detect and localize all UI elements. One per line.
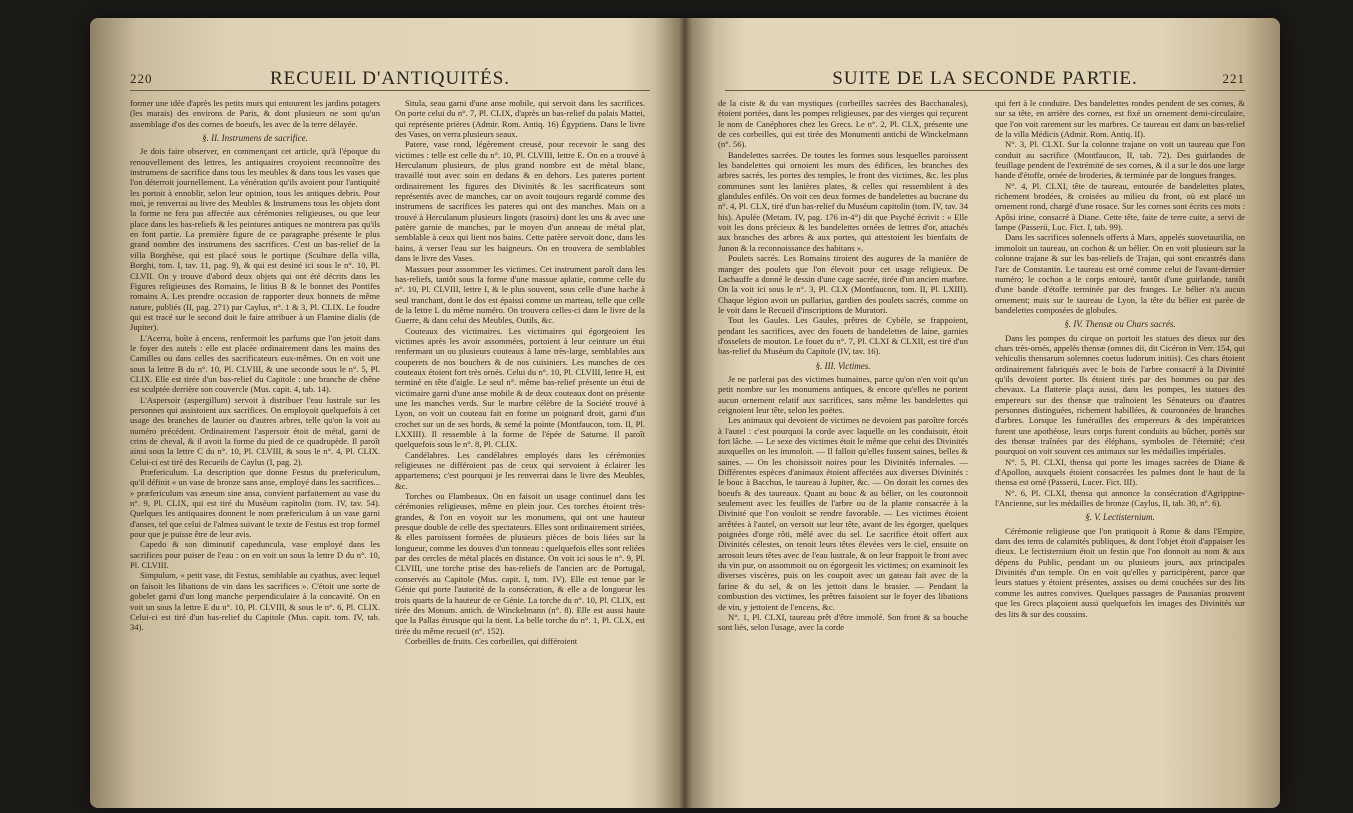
paragraph: N°. 4, Pl. CLXI, tête de taureau, entourée de bandelettes plates, richement brodées, & croisées au milieu du front, où est placé un ornement rond, chargé d'une rosace. Sur les cornes sont écrits ces mots : Apôsi irine, consacré à Diane. Cette tête, faite de terre cuite, a servi de lampe (Passerii, Luc. Fict. I, tab. 99).: [995, 180, 1245, 233]
paragraph: de la ciste & du van mystiques (corbeilles sacrées des Bacchanales), étoient portées, dans les pompes religieuses, par des vierges qui reçurent le nom de Canéphores chez les Grecs. Le n°. 2, Pl. CLX, présente une de ces corbeilles, qui est tirée des Monumenti antichi de Winckelmann (n°. 56).: [718, 98, 968, 150]
paragraph: N°. 3, Pl. CLXI. Sur la colonne trajane on voit un taureau que l'on conduit au sacrifice (Montfaucon, II, tab. 72). Des guirlandes de feuillage pendent de l'extrémité de ses cornes, & il a sur le dos une large bande d'étoffe, ornée de broderies, & terminée par de longues franges.: [995, 139, 1245, 181]
right-page-number: 221: [1222, 71, 1245, 86]
paragraph: Massues pour assommer les victimes. Cet instrument paroît dans les bas-reliefs, tantôt sous la forme d'une massue aplatie, comme celle du n°. 10, Pl. CLVIII, lettre I, & le plus souvent, sous celle d'une hache à seul tranchant, dont le dos est épaissi comme un marteau, telle que celle de la lettre L du même numéro. On trouvera celles-ci dans le livre de la Guerre, & dans celui des Meubles, Outils, &c.: [395, 263, 645, 326]
left-page-title: RECUEIL D'ANTIQUITÉS.: [269, 68, 511, 89]
section-heading: §. V. Lectisternium.: [1085, 512, 1155, 523]
paragraph: N°. 5, Pl. CLXI, thensa qui porte les images sacrées de Diane & d'Apollon, auxquels étoient consacrées les palmes dont le haut de la thensa est orné (Passerii, Lucer. Fict. III).: [995, 456, 1245, 488]
paragraph: former une idée d'après les petits murs qui entourent les jardins potagers (les marais) des environs de Paris, & dont plusieurs ne sont qu'un assemblage d'os des cornes de boeufs, les avec de la terre délayée.: [130, 98, 380, 129]
paragraph: Corbeilles de fruits. Ces corbeilles, qui différoient: [405, 635, 578, 646]
open-book: [90, 18, 1280, 808]
right-column-1: [718, 98, 968, 633]
paragraph: Dans les pompes du cirque on portoit les statues des dieux sur des chars très-ornés, appelés thensæ (omnes dii, dit Cicéron in Verr. 154, qui vehiculis thensarum solemnes coetus ludorum initiis). Ces chars étoient ordinairement fabriqués avec le bois de l'arbre consacré à la Divinité qu'ils devoient porter. Ils étoient tirés par des hommes ou par des chevaux. La flatterie plaça aussi, dans les pompes, les statues des empereurs sur des thensæ que traînoient les Sénateurs ou d'autres personnes distinguées, richement habillées, & couronnées de branches d'arbres. Lorsque les funérailles des empereurs & des impératrices furent une apothéose, leurs corps furent conduits au bûcher, portés sur des thensæ traînées par des éléphans, symboles de l'éternité; c'est pourquoi on voit souvent ces animaux sur les médailles impériales.: [995, 332, 1245, 457]
right-column-2: [995, 98, 1245, 619]
paragraph: Couteaux des victimaires. Les victimaires qui égorgeoient les victimes après les avoir assommées, portoient à leur ceinture un étui renfermant un ou plusieurs couteaux à lame très-large, semblables aux couperets de nos bouchers & de nos cuisiniers. Les manches de ces couteaux étoient fort très ornés. Celui du n°. 10, Pl. CLVIII, lettre H, est terminé en tête d'aigle. Le seul n°. même bas-relief présente un étui de victimaire garni d'une anse mobile & de deux couteaux dont on présente une les manches verds. Sur le marbre célèbre de la Société trouvé à Lyon, on voit un couteau fait en forme un poignard droit, garni d'un crochet sur un de ses bords, & semé la pointe (Montfaucon, tom. II, Pl. LXXIII). Il ressemble à la forme de l'épée de Saturne. Il paroît quelquefois sous le n°. 8, Pl. CLIX.: [395, 325, 645, 450]
left-column-2: [395, 98, 645, 646]
paragraph: Je dois faire observer, en commençant cet article, qu'à l'époque du renouvellement des lettres, les antiquaires croyoient reconnoître des instrumens de sacrifice dans tous les meubles & dans tous les vases que l'on déterroit journellement. La vénération qu'ils avoient pour l'antiquité les portoit à ennoblir, selon leur opinion, tous les antiques debris. Pour moi, je renverrai au livre des Meubles & Instrumens tous les objets dont la forme ne fera pas affectée aux cérémonies religieuses, ou que leur place dans les bas-reliefs & les peintures antiques ne montrera pas qu'ils en font partie. La première figure de ce paragraphe présente le plus grand nombre des instrumens des sacrifices. C'est un bas-relief de la villa Borghèse, qui est placé sous le portique (Sculture della villa, Borghi, tom. I, tav. 11, pag. 9), & qui est desiné ici sous le n°. 10, Pl. CLVII. On y trouve d'abord deux objets qui ont été décrits dans les Figures religieuses des Romains, le litius B & le bonnet des Pontifes romains A. Les prendre occasion de rapporter deux bonnets de même nature, publiés (II, pag. 271) par Caylus, n°. 1 & 3, Pl. CLIX. Le foudre qui est tracé sur le second doit le faire attribuer à un Flamine dialis (de Jupiter).: [130, 146, 380, 333]
left-column-1: [130, 98, 380, 633]
paragraph: Je ne parlerai pas des victimes humaines, parce qu'on n'en voit qu'un petit nombre sur les monumens antiques, & encore qu'elles ne portent aucun ornement relatif aux sacrifices, sans même les bandelettes qui ceignoient leur tête, selon les poëtes.: [718, 373, 968, 415]
paragraph: Bandelettes sacrées. De toutes les formes sous lesquelles paroissent les bandelettes qui ornoient les murs des édifices, les branches des arbres sacrés, les portes des temples, le front des victimes, &c. les plus communes sont les lanières plates, & celles qui ressemblent à des glandules enfilés. On voit ces deux formes de bandelettes au bucrane du n°. 4, Pl. CLX, tiré d'un bas-relief du Muséum capitolin (tom. IV, tav. 34 bis). Apulée (Metam. IV, pag. 176 in-4°) dit que Psyché écrivit : « Elle voit les dons précieux & les bandelettes ornées de lettres d'or, attachés aux branches des arbres & aux portes, qui attestoient les bienfaits de Junon & la reconnoissance des habitans ».: [718, 149, 968, 253]
paragraph: Simpulum, « petit vase, dit Festus, semblable au cyathus, avec lequel on faisoit les libations de vin dans les sacrifices ». C'étoit une sorte de gobelet garni d'un long manche perpendiculaire à la concavité. On en voit un sous la lettre E du n°. 10, Pl. CLVIII, & sous le n°. 6, Pl. CLIX. Celui-ci est tiré d'un bas-relief du Capitole (Mus. capit. tom. IV, tab. 34).: [130, 570, 380, 633]
right-page-title: SUITE DE LA SECONDE PARTIE.: [832, 68, 1138, 89]
paragraph: N°. 6, Pl. CLXI, thensa qui annonce la consécration d'Agrippine-l'Ancienne, sur les médailles de bronze (Caylus, II, tab. 30, n°. 6).: [995, 487, 1245, 509]
section-heading: §. III. Victimes.: [815, 360, 871, 371]
paragraph: Tout les Gaules. Les Gaules, prêtres de Cybèle, se frappoient, pendant les sacrifices, avec des fouets de bandelettes de laine, garnies d'osselets de mouton. Le fouet du n°. 7, Pl. CLXI & CLXII, est tiré d'un bas-relief du Muséum du Capitole (IV, tav. 16).: [718, 315, 968, 357]
paragraph: Situla, seau garni d'une anse mobile, qui servoit dans les sacrifices. On porte celui du n°. 7, Pl. CLIX, d'après un bas-relief du palais Mattei, qui représente prières (Admir. Rom. Antiq. 16) Égyptiens. Dans le livre des Vases, on verra plusieurs seaux.: [395, 98, 645, 140]
paragraph: Patere, vase rond, légèrement creusé, pour recevoir le sang des victimes : telle est celle du n°. 10, Pl. CLVIII, lettre E. On en a trouvé à Herculanum plusieurs, de plus grand nombre est de métal blanc, travaillé tout avec soin en dedans & en dehors. Les pateres portent ordinairement les figures des Divinités & les sacrificateurs sont représentés avec de manches, car on avoit toujours regardé comme des instrumens de sacrifices les pateres qui ont des manches. Mais on a trouvé à Herculanum plusieurs lingots (rasoirs) dont les uns & avec une patère garnie de manches, par le moyen d'un anneau de métal plat, semblable à ceux qui lient nos bains. Cette patère servoit donc, dans les bains, à verser l'eau sur les baigneurs. On en trouvera de semblables dans le livre des Vases.: [395, 139, 645, 264]
paragraph: L'Aspersoir (aspergillum) servoit à distribuer l'eau lustrale sur les personnes qui assistoient aux sacrifices. On employoit quelquefois à cet usage des branches de laurier ou d'autres arbres, telle qu'on la voit au numéro précédent. Ordinairement l'aspersoir étoit de métal, garni de crins de cheval, & il avoit la forme du pied de ce quadrupède. Il paroît ainsi sous la lettre C du n°. 10, Pl. CLVIII, & sous le n°. 4, Pl. CLIX. Celui-ci est tiré des Recueils de Caylus (I, pag. 2).: [130, 394, 380, 467]
paragraph: Capedo & son diminutif capeduncula, vase employé dans les sacrifices pour puiser de l'eau : on en voit un sous la lettre D du n°. 10, Pl. CLVIII.: [130, 539, 380, 571]
right-header-rule: [725, 90, 1245, 91]
section-heading: §. IV. Thensæ ou Chars sacrés.: [1064, 319, 1176, 330]
paragraph: Dans les sacrifices solennels offerts à Mars, appelés suovetaurilia, on immoloit un taureau, un cochon & un bélier. On en voit plusieurs sur la colonne trajane & sur les bas-reliefs de Trajan, qui sont encastrés dans l'arc de Constantin. Le taureau est orné comme celui de l'avant-dernier numéro; le cochon a le corps entouré, tantôt d'une guirlande, tantôt d'une bande d'étoffe terminée par des franges. Le bélier n'a aucun ornement; mais sur le taureau de Lyon, la tête du bélier est parée de bandelettes composées de globules.: [995, 232, 1245, 315]
left-header-rule: [130, 90, 650, 91]
paragraph: Torches ou Flambeaux. On en faisoit un usage continuel dans les cérémonies religieuses, même en plein jour. Ces torches étoient très-grandes, & l'on en voyoit sur les monumens, qui ont une hauteur presque double de celle des spectateurs. Elles sont ordinairement striées, & elles paroissent formées de plusieurs pièces de bois liées sur la longueur, comme les douves d'un tonneau : quelquefois elles sont reliées par des cercles de métal placés en distance. On voit ici sous le n°. 9, Pl. CLVIII, une torche prise des bas-reliefs de l'ancien arc de Portugal, conservés au Capitole (Mus. capit. I, tom. IV). Elle est tenue par le Génie qui porte l'autorité de la consécration, & elle a de longueur les trois quarts de la hauteur de ce Génie. La torche du n°. 10, Pl. CLIX, est tirée des Monum. antich. de Winckelmann (n°. 8). Elle est aussi haute que la Pallas étrusque qui la tient. La belle torche du n°. 1, Pl. CLX, est tirée du même recueil (n°. 152).: [395, 491, 645, 636]
section-heading: §. II. Instrumens de sacrifice.: [202, 133, 308, 144]
left-page-number: 220: [130, 71, 153, 86]
right-page: [685, 68, 1280, 798]
paragraph: Cérémonie religieuse que l'on pratiquoit à Rome & dans l'Empire, dans des tems de calamités publiques, & dont l'objet étoit d'appaiser les dieux. Le lectisternium étoit un festin que l'on donnoit au nom & aux dépens du Public, pendant un ou plusieurs jours, aux principales Divinités d'un temple. On en voit qu'elles y participèrent, parce que leurs statues y étoient présentes, assises ou demi couchées sur des lits comme les autres convives. Quelques passages de Pausanias prouvent que les Grecs plaçoient aussi quelquefois les images des Divinités sur des lits & sur des coussins.: [995, 525, 1245, 619]
paragraph: Poulets sacrés. Les Romains tiroient des augures de la manière de manger des poulets que l'on élevoit pour cet usage religieux. De Lachauffe a donné le dessin d'une cage sacrée, tirée d'un ancien marbre. On la voit ici sous le n°. 3, Pl. CLX (Montfaucon, tom. II, Pl. LXIII). Chaque légion avoit un pullarius, gardien des poulets sacrés, comme on le voit dans le Recueil d'inscriptions de Muratori.: [718, 253, 968, 315]
paragraph: Præfericulum. La description que donne Festus du præfericulum, qu'il définit « un vase de bronze sans anse, employé dans les sacrifices... » præfericulum vas æneum sine ansa, convient parfaitement au vase du n°. 9, Pl. CLIX, qui est tiré du Muséum capitolin (tom. IV, tav. 54). Quelques les antiquaires donnent le nom præfericulum à un vase garni d'anses, tel que celui de l'almea suivant le texte de Festus est trop formel pour que je puisse être de leur avis.: [130, 467, 380, 540]
left-page: [90, 68, 685, 798]
paragraph: Candélabres. Les candélabres employés dans les cérémonies religieuses ne différoient pas de ceux qui servoient à éclairer les appartemens; c'est pourquoi je les renverrai dans le livre des Meubles, &c.: [395, 449, 645, 491]
paragraph: N°. 1, Pl. CLXI, taureau prêt d'être immolé. Son front & sa bouche sont liés, selon l'usage, avec la corde: [718, 611, 968, 633]
paragraph: L'Acerra, boîte à encens, renfermoit les parfums que l'on jetoit dans le foyer des autels : elle est placée ordinairement dans les mains des Camilles ou dans celles des sacrificateurs eux-mêmes. On en voit une sous la lettre B du n°. 10, Pl. CLVIII, & une seconde sous le n°. 5, Pl. CLIX. Elle est tirée d'un bas-relief du Capitole : une branche de chêne est sculptée derrière son couvercle (Mus. capit. 4, tab. 14).: [130, 332, 380, 395]
paragraph: qui fert à le conduire. Des bandelettes rondes pendent de ses cornes, & sur sa tête, en arrière des cornes, est fixé un ornement demi-circulaire, que l'on voit rarement sur les marbres. Ce taureau est dans un bas-relief de la villa Médicis (Admir. Rom. Antiq. II).: [995, 98, 1245, 140]
paragraph: Les animaux qui devoient de victimes ne devoient pas paroître forcés à l'autel : c'est pourquoi la corde avec laquelle on les conduisoit, étoit fort lâche. — Le sexe des victimes étoit le même que celui des Divinités auxquelles on les immoloit. — Il falloit qu'elles fussent saines, belles & saines. — On les choisissoit noires pour les Divinités infernales. — Différentes espèces d'animaux étoient affectées aux diverses Divinités : le bouc à Bacchus, le taureau à Jupiter, &c. — On dorait les cornes des boeufs & des taureaux. Quant au bouc & au bélier, on les couronnoit seulement avec les feuilles de l'arbre ou de la plante consacrée à la Divinité que l'on vouloit se rendre favorable. — Les victimes étoient arrêtées à l'autel, on versoit sur leur tête, avant de les égorger, quelques poignées d'orge rôti, mêlé avec du sel. Le sacrifice étoit offert aux Divinités célestes, on tenoit leurs têtes élevées vers le ciel, ensuite on arrosoit leurs têtes avec de l'eau lustrale, & on leur frappoit le front avec du vin pur, on assommoit ou on égorgeoit les victimes; on examinoit les diverses viscères, puis on les coupoit avec un gateau fait avec de la farine & du sel, & on les jettoit dans le brasier. — Pendant la combustion des victimes, les prêtres faisoient sur le foyer des libations de vin, y jettoient de l'encens, &c.: [718, 415, 968, 612]
